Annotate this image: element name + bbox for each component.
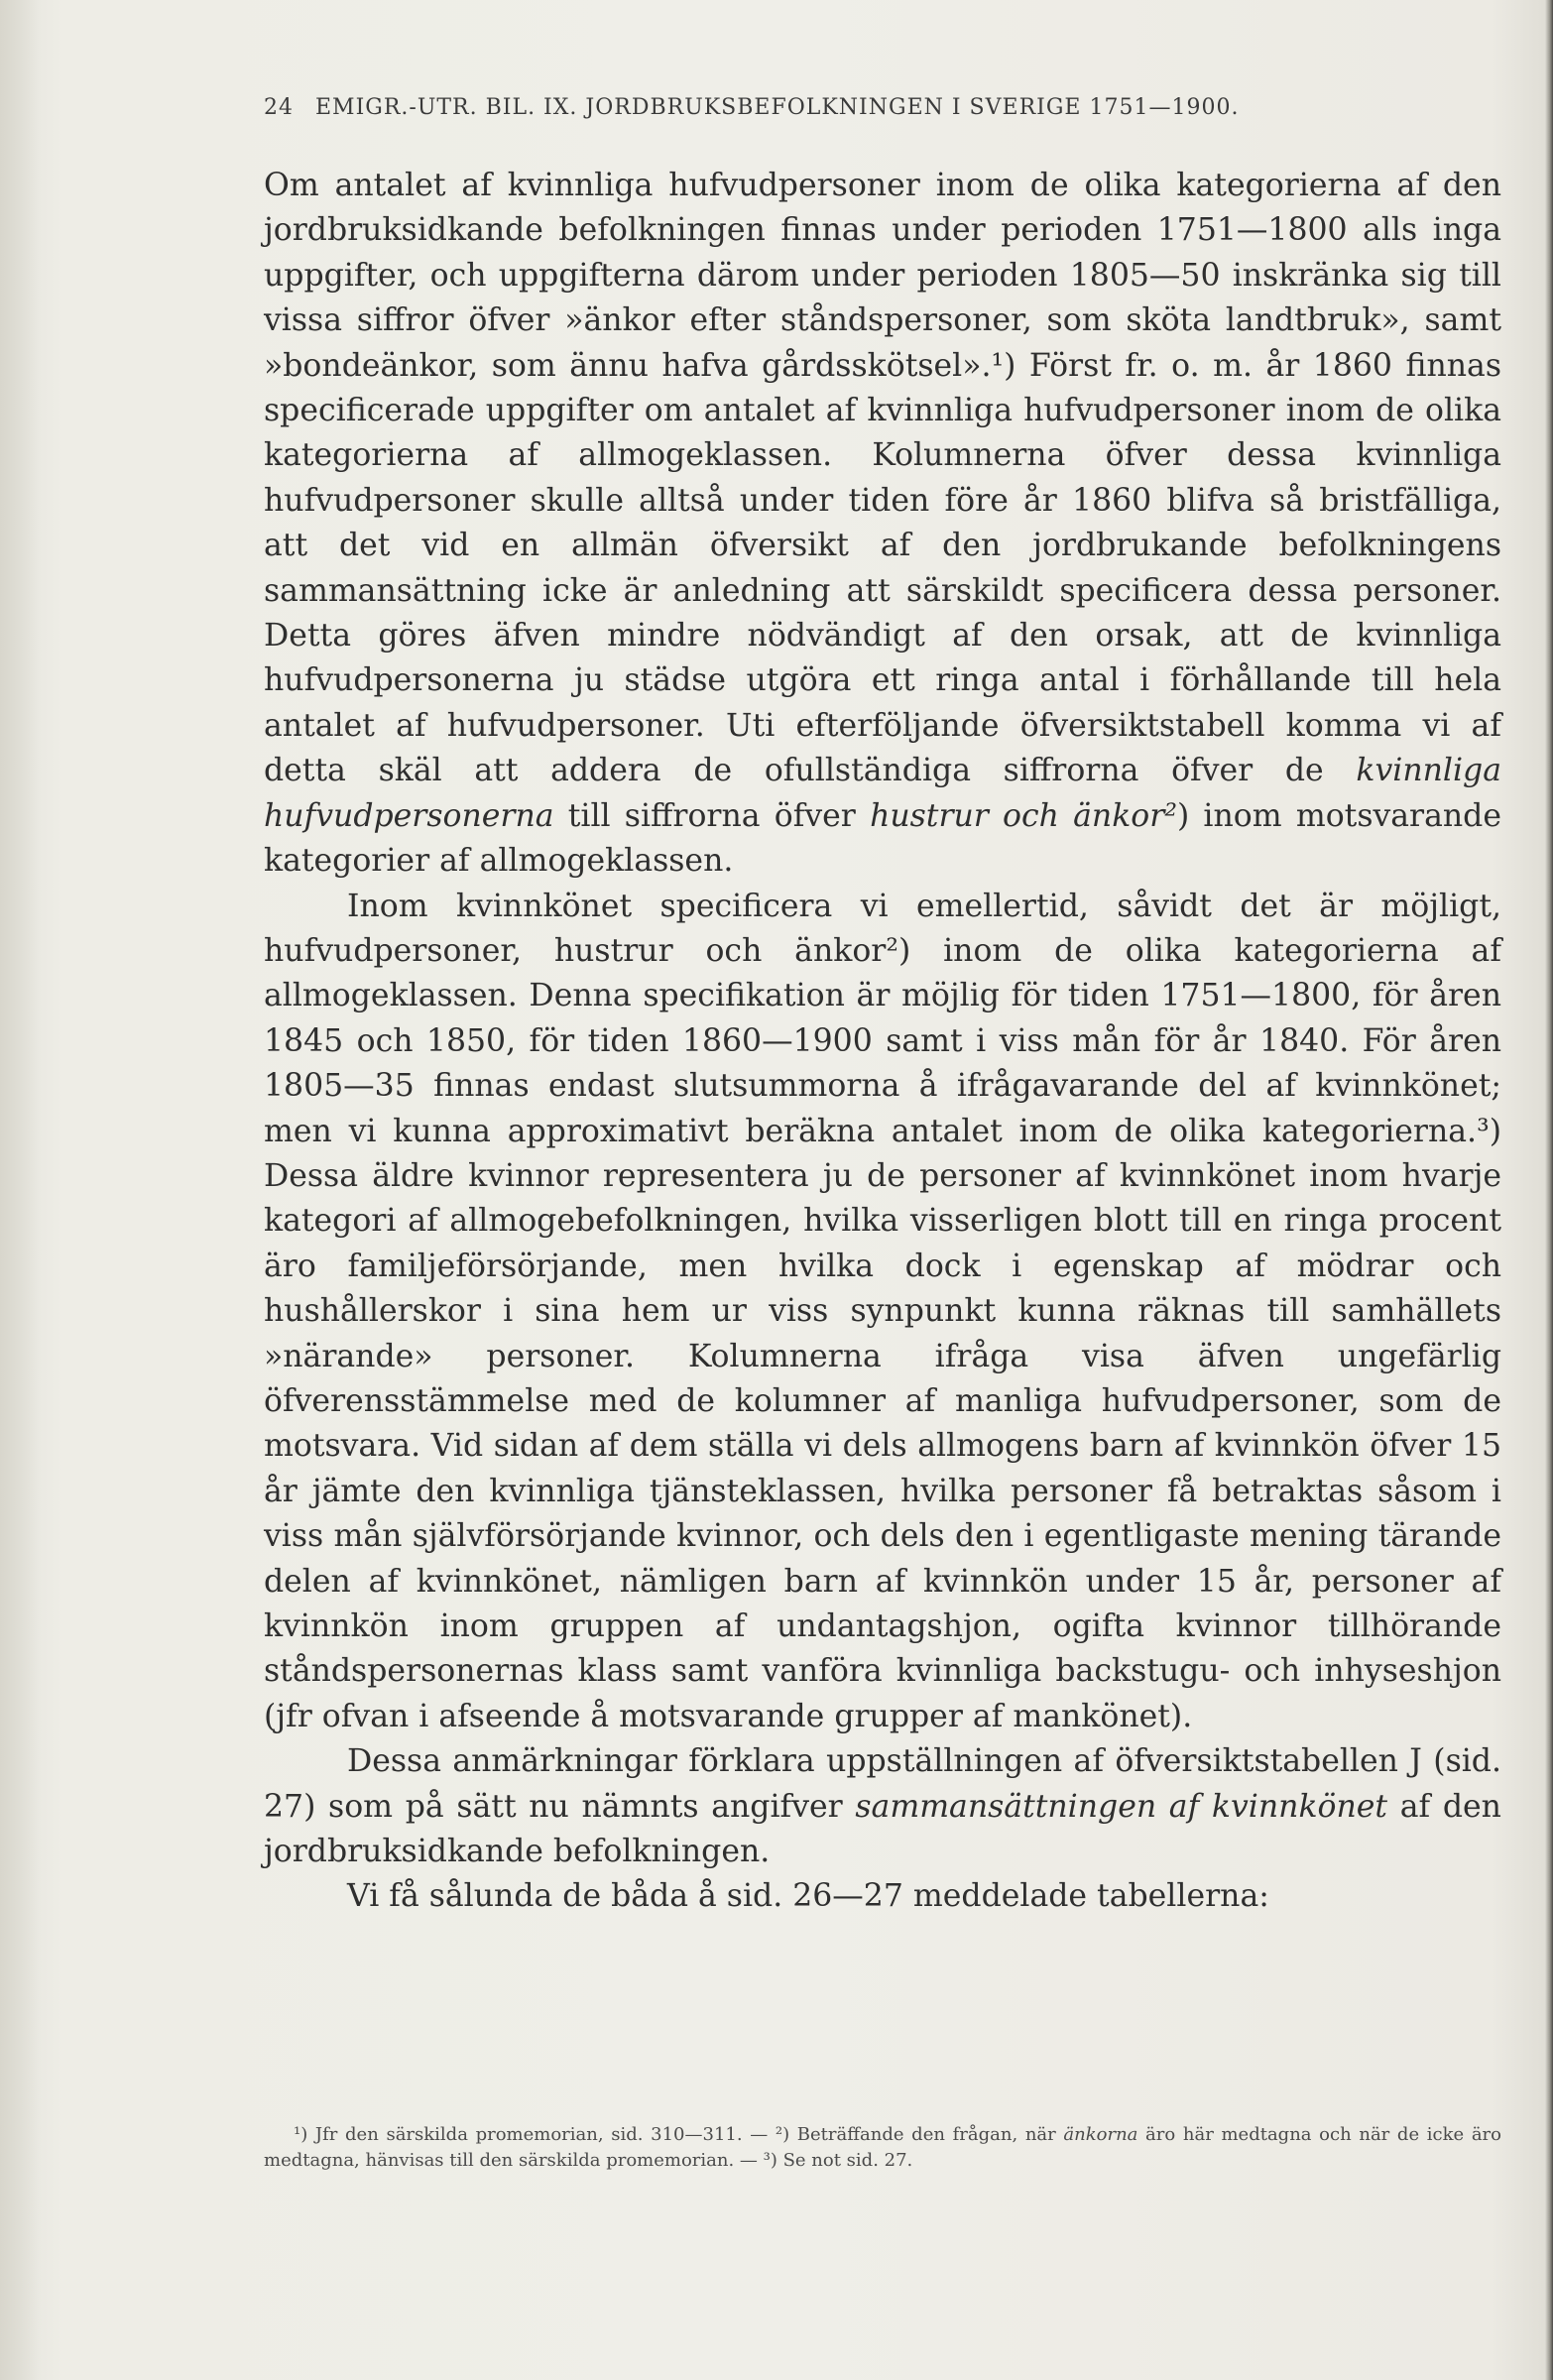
paragraph-3-text: Dessa anmärkningar förklara uppställningen af öfversiktstabellen J (sid. 27) som på sätt nu nämnts angifver	[264, 1743, 1501, 1825]
footnote-text: ¹) Jfr den särskilda promemorian, sid. 310—311. — ²) Beträffande den frågan, när	[294, 2124, 1064, 2145]
page-edge	[1545, 0, 1553, 2380]
body-text	[264, 164, 1501, 1920]
footnotes	[264, 2122, 1501, 2174]
paragraph-1-italic-2: hustrur och änkor²	[870, 797, 1177, 834]
footnote-text-2: äro här medtagna och när de icke äro medtagna, hänvisas till den särskilda promemorian. — ³) Se not sid. 27.	[264, 2124, 1501, 2171]
paragraph-1-text-3: ) inom motsvarande kategorier af allmogeklassen.	[264, 797, 1501, 880]
paragraph-4-text: Vi få sålunda de båda å sid. 26—27 meddelade tabellerna:	[347, 1878, 1269, 1915]
footnote-italic: änkorna	[1063, 2124, 1138, 2145]
paragraph-3-text-2: af den jordbruksidkande befolkningen.	[264, 1788, 1501, 1870]
paragraph-2	[264, 885, 1501, 1740]
running-title: EMIGR.-UTR. BIL. IX. JORDBRUKSBEFOLKNINGEN I SVERIGE 1751—1900.	[315, 95, 1240, 120]
page-stain	[0, 0, 40, 2380]
paragraph-1-italic-1: kvinnliga hufvudpersonerna	[264, 753, 1501, 834]
paragraph-1-text-2: till siffrorna öfver	[553, 797, 871, 834]
paragraph-3-italic-1: sammansättningen af kvinnkönet	[855, 1788, 1388, 1825]
paragraph-1	[264, 164, 1501, 885]
page-header	[264, 95, 1484, 120]
paragraph-3	[264, 1739, 1501, 1874]
paragraph-4	[264, 1874, 1501, 1919]
page-number: 24	[264, 95, 294, 120]
paragraph-2-text: Inom kvinnkönet specificera vi emellertid, såvidt det är möjligt, hufvudpersoner, hustrur och änkor²) inom de olika kategorierna af allmogeklassen. Denna specifikation är möjlig för tiden 1751—1800, för åren 1845 och 1850, för tiden 1860—1900 samt i viss mån för år 1840. För åren 1805—35 finnas endast slutsummorna å ifrågavarande del af kvinnkönet; men vi kunna approximativt beräkna antalet inom de olika kategorierna.³) Dessa äldre kvinnor representera ju de personer af kvinnkönet inom hvarje kategori af allmogebefolkningen, hvilka visserligen blott till en ringa procent äro familjeförsörjande, men hvilka dock i egenskap af mödrar och hushållerskor i sina hem ur viss synpunkt kunna räknas till samhällets »närande» personer. Kolumnerna ifråga visa äfven ungefärlig öfverensstämmelse med de kolumner af manliga hufvudpersoner, som de motsvara. Vid sidan af dem ställa vi dels allmogens barn af kvinnkön öfver 15 år jämte den kvinnliga tjänsteklassen, hvilka personer få betraktas såsom i viss mån självförsörjande kvinnor, och dels den i egentligaste mening tärande delen af kvinnkönet, nämligen barn af kvinnkön under 15 år, personer af kvinnkön inom gruppen af undantagshjon, ogifta kvinnor tillhörande ståndspersonernas klass samt vanföra kvinnliga backstugu- och inhyseshjon (jfr ofvan i afseende å motsvarande grupper af mankönet).	[264, 888, 1501, 1734]
paragraph-1-text: Om antalet af kvinnliga hufvudpersoner inom de olika kategorierna af den jordbruksidkande befolkningen finnas under perioden 1751—1800 alls inga uppgifter, och uppgifterna därom under perioden 1805—50 inskränka sig till vissa siffror öfver »änkor efter ståndspersoner, som sköta landtbruk», samt »bondeänkor, som ännu hafva gårdsskötsel».¹) Först fr. o. m. år 1860 finnas specificerade uppgifter om antalet af kvinnliga hufvudpersoner inom de olika kategorierna af allmogeklassen. Kolumnerna öfver dessa kvinnliga hufvudpersoner skulle alltså under tiden före år 1860 blifva så bristfälliga, att det vid en allmän öfversikt af den jordbrukande befolkningens sammansättning icke är anledning att särskildt specificera dessa personer. Detta göres äfven mindre nödvändigt af den orsak, att de kvinnliga hufvudpersonerna ju städse utgöra ett ringa antal i förhållande till hela antalet af hufvudpersoner. Uti efterföljande öfversiktstabell komma vi af detta skäl att addera de ofullständiga siffrorna öfver de	[264, 168, 1501, 789]
